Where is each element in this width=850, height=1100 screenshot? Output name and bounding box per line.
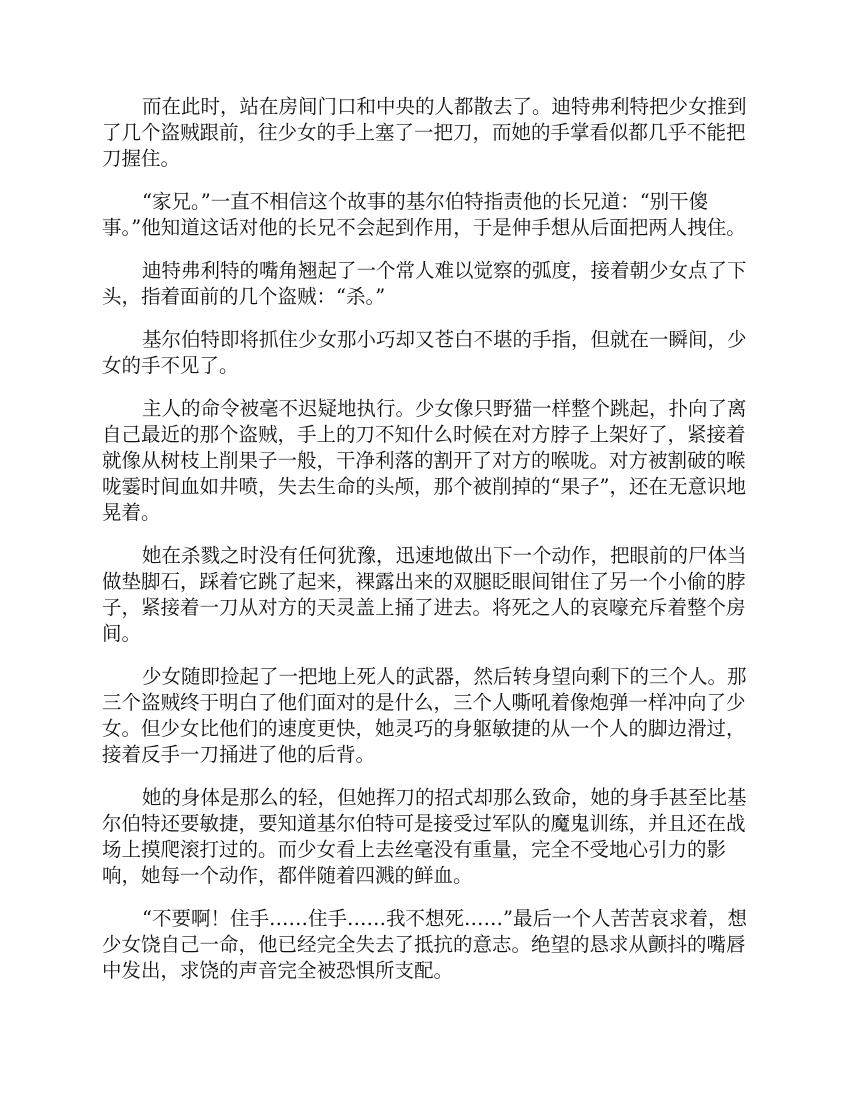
paragraph-9: “不要啊！住手……住手……我不想死……”最后一个人苦苦哀求着，想少女饶自己一命，他已经完全失去了抵抗的意志。绝望的恳求从颤抖的嘴唇中发出，求饶的声音完全被恐惧所支配。 [102, 907, 747, 982]
paragraph-1: 而在此时，站在房间门口和中央的人都散去了。迪特弗利特把少女推到了几个盗贼跟前，往少女的手上塞了一把刀，而她的手掌看似都几乎不能把刀握住。 [102, 95, 747, 170]
paragraph-7: 少女随即捡起了一把地上死人的武器，然后转身望向剩下的三个人。那三个盗贼终于明白了他们面对的是什么，三个人嘶吼着像炮弹一样冲向了少女。但少女比他们的速度更快，她灵巧的身躯敏捷的从一个人的脚边滑过，接着反手一刀捅进了他的后背。 [102, 665, 747, 766]
paragraph-8: 她的身体是那么的轻，但她挥刀的招式却那么致命，她的身手甚至比基尔伯特还要敏捷，要知道基尔伯特可是接受过军队的魔鬼训练，并且还在战场上摸爬滚打过的。而少女看上去丝毫没有重量，完全不受地心引力的影响，她每一个动作，都伴随着四溅的鲜血。 [102, 786, 747, 887]
paragraph-4: 基尔伯特即将抓住少女那小巧却又苍白不堪的手指，但就在一瞬间，少女的手不见了。 [102, 328, 747, 377]
document-body [102, 94, 750, 1001]
paragraph-3: 迪特弗利特的嘴角翘起了一个常人难以觉察的弧度，接着朝少女点了下头，指着面前的几个盗贼：“杀。” [102, 259, 747, 308]
paragraph-5: 主人的命令被毫不迟疑地执行。少女像只野猫一样整个跳起，扑向了离自己最近的那个盗贼，手上的刀不知什么时候在对方脖子上架好了，紧接着就像从树枝上削果子一般，干净利落的割开了对方的喉咙。对方被割破的喉咙霎时间血如井喷，失去生命的头颅，那个被削掉的“果子”，还在无意识地晃着。 [102, 397, 747, 524]
paragraph-2: “家兄。”一直不相信这个故事的基尔伯特指责他的长兄道：“别干傻事。”他知道这话对他的长兄不会起到作用，于是伸手想从后面把两人拽住。 [102, 190, 746, 239]
paragraph-6: 她在杀戮之时没有任何犹豫，迅速地做出下一个动作，把眼前的尸体当做垫脚石，踩着它跳了起来，裸露出来的双腿眨眼间钳住了另一个小偷的脖子，紧接着一刀从对方的天灵盖上捅了进去。将死之人的哀嚎充斥着整个房间。 [102, 544, 747, 645]
